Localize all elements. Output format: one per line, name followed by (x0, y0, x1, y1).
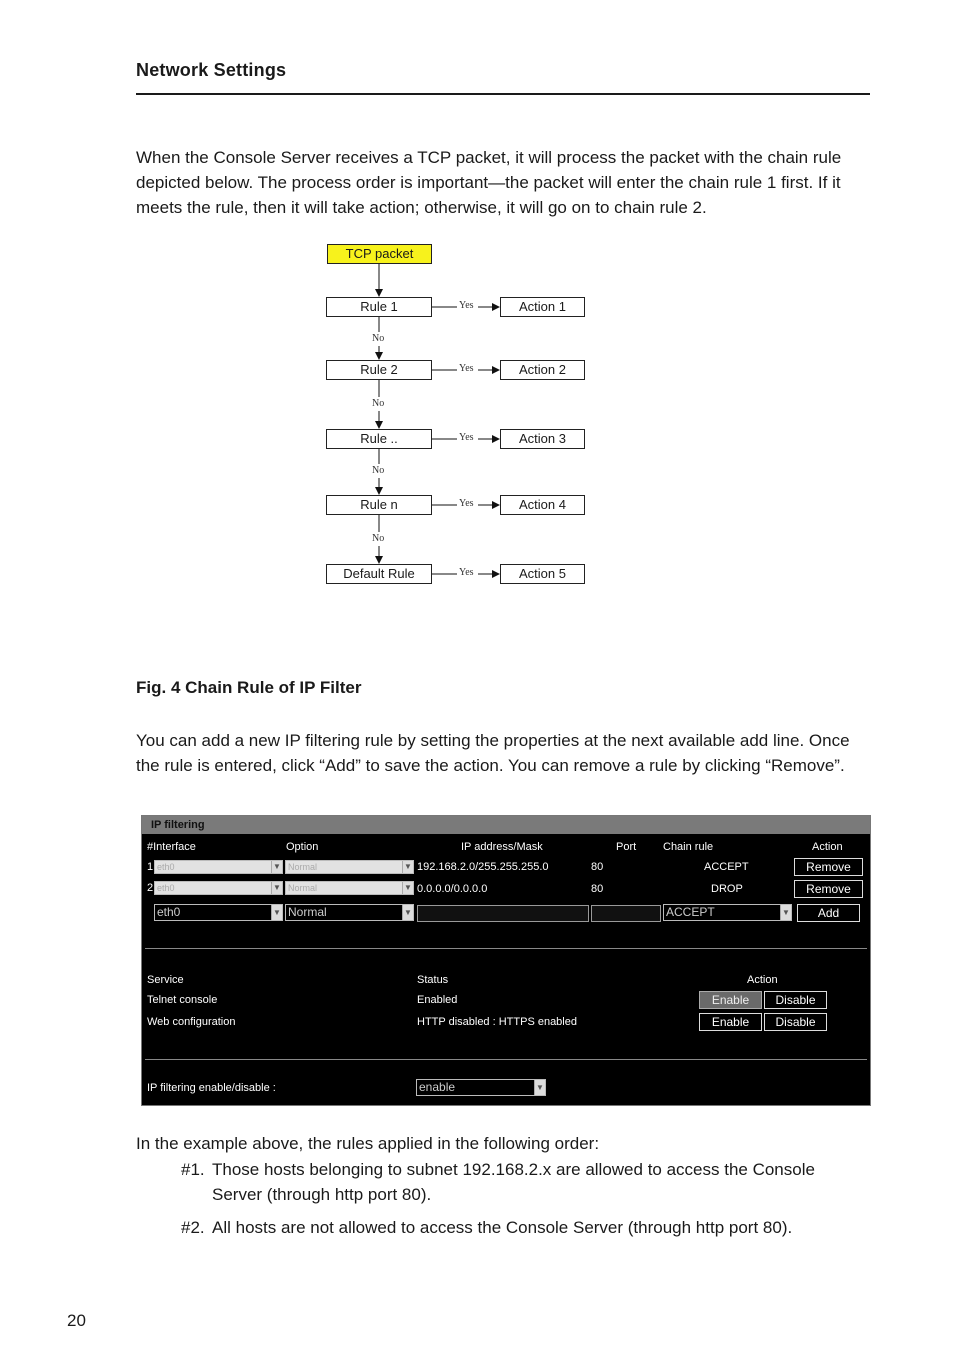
chevron-down-icon: ▼ (780, 905, 791, 920)
chevron-down-icon: ▼ (402, 882, 413, 894)
row-number: 2 (147, 882, 154, 894)
action-box: Action 5 (500, 564, 585, 584)
disable-button[interactable]: Disable (764, 1013, 827, 1031)
port-value: 80 (591, 861, 604, 873)
chevron-down-icon: ▼ (402, 905, 413, 920)
chevron-down-icon: ▼ (402, 861, 413, 873)
list-marker: #2. (181, 1218, 205, 1237)
yes-label: Yes (459, 498, 474, 509)
disable-button[interactable]: Disable (764, 991, 827, 1009)
page-header-title: Network Settings (136, 60, 287, 80)
chain-rule-flowchart (0, 0, 954, 660)
ip-filtering-toggle-select[interactable] (416, 1079, 546, 1096)
rule-box: Rule 2 (326, 360, 432, 380)
panel-title: IP filtering (142, 816, 870, 834)
rule-box: Rule 1 (326, 297, 432, 317)
section-divider (145, 948, 867, 949)
list-marker: #1. (181, 1160, 205, 1179)
option-value: Normal (288, 862, 318, 872)
new-port-input[interactable] (591, 905, 661, 922)
chevron-down-icon: ▼ (271, 861, 282, 873)
action-box: Action 4 (500, 495, 585, 515)
remove-button[interactable]: Remove (794, 880, 863, 898)
rule-box: Rule .. (326, 429, 432, 449)
action-header: Action (747, 974, 778, 986)
yes-label: Yes (459, 363, 474, 374)
service-status: Enabled (417, 994, 458, 1006)
yes-label: Yes (459, 432, 474, 443)
section-divider (145, 1059, 867, 1060)
interface-value: eth0 (157, 883, 175, 893)
new-option-select[interactable] (285, 904, 414, 921)
col-port: Port (616, 841, 637, 853)
no-label: No (372, 533, 385, 544)
flowchart-connectors (0, 0, 954, 660)
service-name: Web configuration (147, 1016, 236, 1028)
interface-value: eth0 (157, 905, 181, 919)
rule-box: Rule n (326, 495, 432, 515)
intro-paragraph: When the Console Server receives a TCP packet, it will process the packet with the chain rule depicted below. The process order is important—the packet will enter the chain rule 1 first. If it meets the rule, then it will take action; otherwise, it will go on to chain rule 2. (136, 148, 842, 217)
interface-select (154, 860, 283, 874)
new-interface-select[interactable] (154, 904, 283, 921)
default-rule-box: Default Rule (326, 564, 432, 584)
action-box: Action 3 (500, 429, 585, 449)
interface-select (154, 881, 283, 895)
option-select (285, 860, 414, 874)
toggle-value: enable (419, 1080, 456, 1094)
new-chain-rule-select[interactable] (663, 904, 792, 921)
example-paragraph: In the example above, the rules applied in the following order: (136, 1134, 600, 1153)
col-interface: #Interface (147, 841, 196, 853)
ip-filtering-toggle-label: IP filtering enable/disable : (147, 1082, 276, 1094)
row-number: 1 (147, 861, 154, 873)
list-text: Those hosts belonging to subnet 192.168.2.x are allowed to access the Console Server (through http port 80). (212, 1160, 815, 1204)
option-value: Normal (288, 905, 327, 919)
chain-rule-value: ACCEPT (666, 905, 715, 919)
new-ip-mask-input[interactable] (417, 905, 589, 922)
option-value: Normal (288, 883, 318, 893)
action-box: Action 2 (500, 360, 585, 380)
yes-label: Yes (459, 567, 474, 578)
service-header: Service (147, 974, 184, 986)
enable-button[interactable]: Enable (699, 1013, 762, 1031)
chevron-down-icon: ▼ (271, 882, 282, 894)
chain-rule-value: ACCEPT (704, 861, 749, 873)
chevron-down-icon: ▼ (271, 905, 282, 920)
yes-label: Yes (459, 300, 474, 311)
action-box: Action 1 (500, 297, 585, 317)
option-select (285, 881, 414, 895)
port-value: 80 (591, 883, 604, 895)
col-chain-rule: Chain rule (663, 841, 714, 853)
col-action: Action (812, 841, 843, 853)
list-text: All hosts are not allowed to access the Console Server (through http port 80). (212, 1218, 793, 1237)
ip-filtering-panel (141, 815, 871, 1106)
col-option: Option (286, 841, 319, 853)
remove-button[interactable]: Remove (794, 858, 863, 876)
enable-button[interactable]: Enable (699, 991, 762, 1009)
no-label: No (372, 333, 385, 344)
add-button[interactable]: Add (797, 904, 860, 922)
service-status: HTTP disabled : HTTPS enabled (417, 1016, 577, 1028)
no-label: No (372, 465, 385, 476)
col-ip-mask: IP address/Mask (461, 841, 543, 853)
ip-mask-value: 0.0.0.0/0.0.0.0 (417, 883, 488, 895)
ip-mask-value: 192.168.2.0/255.255.255.0 (417, 861, 549, 873)
add-rule-paragraph: You can add a new IP filtering rule by setting the properties at the next available add line. Once the rule is entered, click “Add” to save the action. You can remove a rule by clicking “Remove”. (136, 731, 850, 775)
service-name: Telnet console (147, 994, 218, 1006)
tcp-packet-box: TCP packet (327, 244, 432, 264)
page-number: 20 (67, 1311, 86, 1330)
no-label: No (372, 398, 385, 409)
chevron-down-icon: ▼ (534, 1080, 545, 1095)
status-header: Status (417, 974, 449, 986)
figure-caption: Fig. 4 Chain Rule of IP Filter (136, 678, 362, 697)
chain-rule-value: DROP (711, 883, 743, 895)
interface-value: eth0 (157, 862, 175, 872)
